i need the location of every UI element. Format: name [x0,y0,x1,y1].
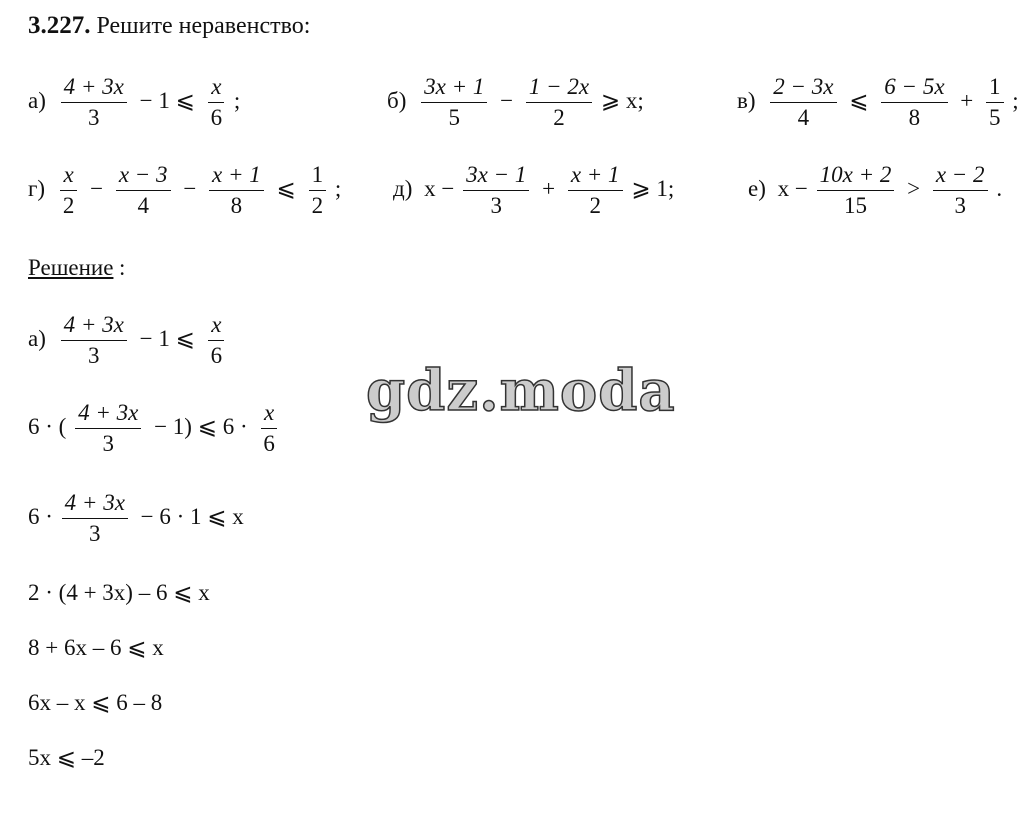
solution-step-2: 6 · ( $\frac{4 + 3x}{3}$ − 1) ⩽ 6 · $\frac{x}{6}$ [28,400,281,458]
problem-a-label: а) [28,88,46,114]
fraction: $\frac{x + 1}{2}$ [568,162,623,220]
fraction: $\frac{x}{6}$ [260,400,278,458]
problem-b-label: б) [387,88,407,114]
fraction: $\frac{4 + 3x}{3}$ [75,400,141,458]
fraction: $\frac{x + 1}{8}$ [209,162,264,220]
problem-v-label: в) [737,88,756,114]
solution-heading-colon: : [119,255,126,280]
problem-d-label: д) [393,176,413,202]
problem-number: 3.227. [28,12,91,39]
fraction: $\frac{4 + 3x}{3}$ [61,312,127,370]
fraction: $\frac{x - 2}{3}$ [933,162,988,220]
problem-g: г) $\frac{x}{2}$ − $\frac{x - 3}{4}$ − $\frac{x + 1}{8}$ ⩽ $\frac{1}{2}$ ; [28,162,342,219]
fraction: $\frac{x}{2}$ [60,162,78,220]
solution-step-6: 6x – x ⩽ 6 – 8 [28,690,163,715]
fraction: $\frac{1}{5}$ [986,74,1004,132]
problem-d: д) x − $\frac{3x - 1}{3}$ + $\frac{x + 1}{2}$ ⩾ 1; [393,162,675,219]
solution-step-7: 5x ⩽ –2 [28,745,105,770]
fraction: $\frac{6 - 5x}{8}$ [881,74,947,132]
solution-heading: Решение [28,255,114,280]
problem-e-label: е) [748,176,766,202]
problem-header [28,12,310,40]
problem-instruction: Решите неравенство: [96,13,311,39]
watermark: gdz.moda [366,358,676,424]
solution-step-4: 2 · (4 + 3x) – 6 ⩽ x [28,580,210,605]
fraction: $\frac{4 + 3x}{3}$ [61,74,127,132]
fraction: $\frac{2 - 3x}{4}$ [770,74,836,132]
fraction: $\frac{3x - 1}{3}$ [463,162,529,220]
fraction: $\frac{4 + 3x}{3}$ [62,490,128,548]
fraction: $\frac{3x + 1}{5}$ [421,74,487,132]
fraction: $\frac{x}{6}$ [208,74,226,132]
problem-g-label: г) [28,176,46,202]
fraction: $\frac{10x + 2}{15}$ [817,162,895,220]
problem-e: е) x − $\frac{10x + 2}{15}$ > $\frac{x - 2}{3}$ . [748,162,1003,219]
solution-step-3: 6 · $\frac{4 + 3x}{3}$ − 6 · 1 ⩽ x [28,490,244,547]
problem-b: б) $\frac{3x + 1}{5}$ − $\frac{1 - 2x}{2}$ ⩾ x; [387,74,644,131]
problem-a: а) $\frac{4 + 3x}{3}$ − 1 ⩽ $\frac{x}{6}$ ; [28,74,241,131]
fraction: $\frac{x - 3}{4}$ [116,162,171,220]
fraction: $\frac{1 - 2x}{2}$ [526,74,592,132]
solution-step-1: а) $\frac{4 + 3x}{3}$ − 1 ⩽ $\frac{x}{6}$ [28,312,228,370]
fraction: $\frac{x}{6}$ [208,312,226,370]
solution-step-5: 8 + 6x – 6 ⩽ x [28,635,164,660]
fraction: $\frac{1}{2}$ [309,162,327,220]
problem-v: в) $\frac{2 - 3x}{4}$ ⩽ $\frac{6 - 5x}{8}$ + $\frac{1}{5}$ ; [737,74,1019,131]
